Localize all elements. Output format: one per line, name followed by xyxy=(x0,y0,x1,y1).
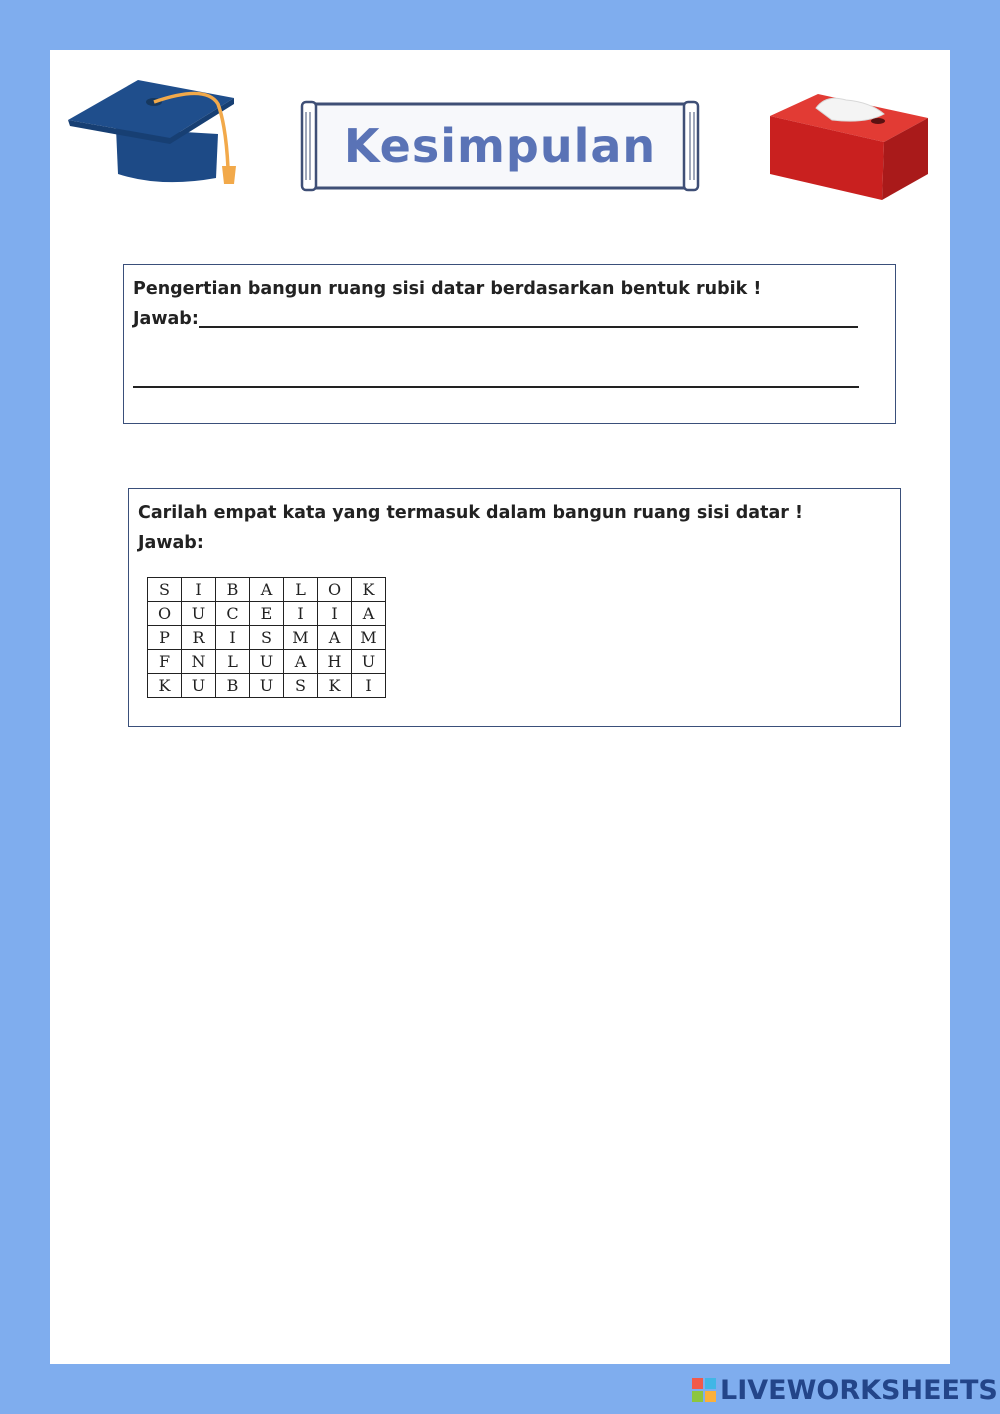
grid-cell[interactable]: K xyxy=(148,674,182,698)
grid-cell[interactable]: H xyxy=(318,650,352,674)
grid-cell[interactable]: U xyxy=(250,650,284,674)
grid-cell[interactable]: N xyxy=(182,650,216,674)
grid-cell[interactable]: I xyxy=(318,602,352,626)
answer-line-2[interactable] xyxy=(133,386,859,388)
grid-cell[interactable]: I xyxy=(352,674,386,698)
grid-cell[interactable]: R xyxy=(182,626,216,650)
grid-cell[interactable]: U xyxy=(182,674,216,698)
question-1-box xyxy=(123,264,896,424)
grid-cell[interactable]: S xyxy=(284,674,318,698)
grid-cell[interactable]: I xyxy=(284,602,318,626)
grid-row xyxy=(148,626,386,650)
brand-name: LIVEWORKSHEETS xyxy=(720,1374,998,1406)
grid-cell[interactable]: L xyxy=(216,650,250,674)
grid-cell[interactable]: U xyxy=(352,650,386,674)
grid-cell[interactable]: U xyxy=(182,602,216,626)
grid-cell[interactable]: L xyxy=(284,578,318,602)
grid-cell[interactable]: B xyxy=(216,578,250,602)
grid-cell[interactable]: A xyxy=(318,626,352,650)
grid-cell[interactable]: K xyxy=(352,578,386,602)
answer-line-1[interactable] xyxy=(199,326,858,328)
worksheet-page xyxy=(50,50,950,1364)
grid-row xyxy=(148,650,386,674)
question-2-text: Carilah empat kata yang termasuk dalam bangun ruang sisi datar ! xyxy=(138,503,803,523)
title-banner xyxy=(300,98,700,193)
grid-row xyxy=(148,674,386,698)
grid-cell[interactable]: U xyxy=(250,674,284,698)
question-1-text: Pengertian bangun ruang sisi datar berdasarkan bentuk rubik ! xyxy=(133,279,762,299)
graduation-cap-icon xyxy=(66,76,238,188)
question-2-answer-label: Jawab: xyxy=(138,533,204,553)
grid-cell[interactable]: I xyxy=(182,578,216,602)
grid-cell[interactable]: K xyxy=(318,674,352,698)
grid-row xyxy=(148,602,386,626)
grid-cell[interactable]: C xyxy=(216,602,250,626)
grid-cell[interactable]: M xyxy=(352,626,386,650)
grid-row xyxy=(148,578,386,602)
liveworksheets-logo-icon xyxy=(692,1378,716,1402)
grid-cell[interactable]: S xyxy=(148,578,182,602)
page-title: Kesimpulan xyxy=(343,118,657,173)
grid-cell[interactable]: P xyxy=(148,626,182,650)
grid-cell[interactable]: M xyxy=(284,626,318,650)
grid-cell[interactable]: O xyxy=(148,602,182,626)
grid-cell[interactable]: E xyxy=(250,602,284,626)
grid-cell[interactable]: S xyxy=(250,626,284,650)
question-1-answer-label: Jawab: xyxy=(133,309,199,329)
tissue-box-icon xyxy=(766,90,932,204)
grid-cell[interactable]: A xyxy=(284,650,318,674)
grid-cell[interactable]: A xyxy=(352,602,386,626)
grid-cell[interactable]: I xyxy=(216,626,250,650)
word-search-grid[interactable] xyxy=(147,577,386,698)
grid-cell[interactable]: B xyxy=(216,674,250,698)
grid-cell[interactable]: O xyxy=(318,578,352,602)
grid-cell[interactable]: F xyxy=(148,650,182,674)
liveworksheets-brand[interactable] xyxy=(692,1374,998,1406)
grid-cell[interactable]: A xyxy=(250,578,284,602)
question-2-box xyxy=(128,488,901,727)
